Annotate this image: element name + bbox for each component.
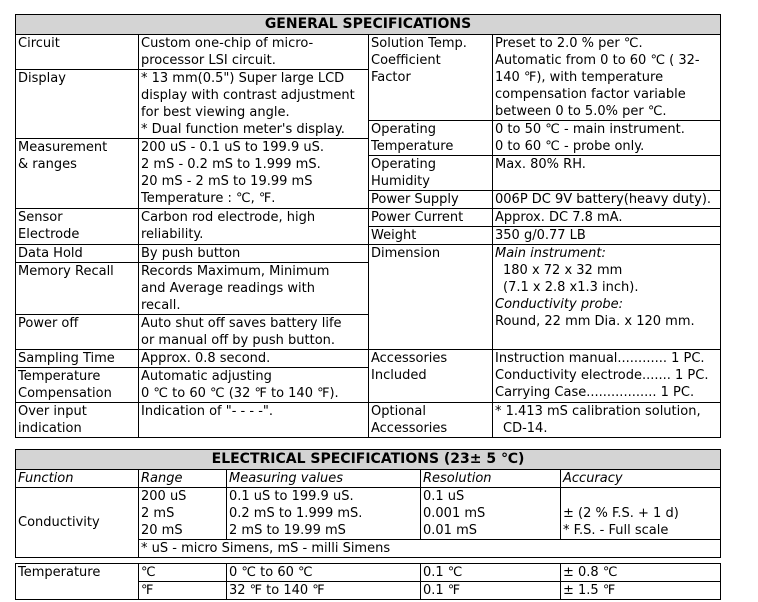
solution-temp-value: Preset to 2.0 % per ℃. Automatic from 0 to 60 ℃ ( 32- 140 ℉), with temperature compensation factor variable between 0 to 5.0% per ℃.: [493, 35, 721, 121]
temp-measuring-c: 0 ℃ to 60 ℃: [227, 564, 421, 582]
electrical-header-row: [16, 470, 721, 488]
dimension-probe-title: Conductivity probe:: [495, 297, 624, 312]
table-row: [16, 403, 721, 438]
conductivity-label: Conductivity: [16, 488, 139, 558]
header-function: Function: [16, 470, 139, 488]
general-specifications-table: [15, 14, 721, 438]
circuit-value: Custom one-chip of micro- processor LSI circuit.: [139, 35, 369, 70]
over-input-value: Indication of "- - - -".: [139, 403, 369, 438]
general-title-row: [16, 15, 721, 35]
weight-value: 350 g/0.77 LB: [493, 227, 721, 245]
conductivity-row: [16, 488, 721, 540]
temp-measuring-f: 32 ℉ to 140 ℉: [227, 582, 421, 600]
temperature-table: [15, 563, 721, 600]
electrical-title: ELECTRICAL SPECIFICATIONS (23± 5 ℃): [16, 450, 721, 470]
temp-accuracy-c: ± 0.8 ℃: [561, 564, 721, 582]
circuit-label: Circuit: [16, 35, 139, 70]
op-temp-value: 0 to 50 ℃ - main instrument. 0 to 60 ℃ - probe only.: [493, 121, 721, 156]
conductivity-note: * uS - micro Simens, mS - milli Simens: [139, 540, 721, 558]
measurement-label: Measurement & ranges: [16, 139, 139, 209]
op-temp-label: Operating Temperature: [369, 121, 493, 156]
temp-comp-value: Automatic adjusting 0 ℃ to 60 ℃ (32 ℉ to 140 ℉).: [139, 368, 369, 403]
table-row: [16, 209, 721, 227]
power-supply-value: 006P DC 9V battery(heavy duty).: [493, 191, 721, 209]
dimension-main-title: Main instrument:: [495, 246, 606, 261]
temperature-row-c: [16, 564, 721, 582]
power-current-value: Approx. DC 7.8 mA.: [493, 209, 721, 227]
header-resolution: Resolution: [421, 470, 561, 488]
dimension-label: Dimension: [369, 245, 493, 350]
header-accuracy: Accuracy: [561, 470, 721, 488]
conductivity-resolution: 0.1 uS 0.001 mS 0.01 mS: [421, 488, 561, 540]
accessories-label: Accessories Included: [369, 350, 493, 403]
power-off-value: Auto shut off saves battery life or manual off by push button.: [139, 315, 369, 350]
conductivity-accuracy: ± (2 % F.S. + 1 d) * F.S. - Full scale: [561, 488, 721, 540]
temp-resolution-f: 0.1 ℉: [421, 582, 561, 600]
conductivity-ranges: 200 uS 2 mS 20 mS: [139, 488, 227, 540]
dimension-value: Main instrument: 180 x 72 x 32 mm (7.1 x 2.8 x1.3 inch). Conductivity probe: Round, 22 mm Dia. x 120 mm.: [493, 245, 721, 350]
electrical-specifications-table: [15, 449, 721, 558]
temp-range-c: ℃: [139, 564, 227, 582]
over-input-label: Over input indication: [16, 403, 139, 438]
display-value: * 13 mm(0.5") Super large LCD display with contrast adjustment for best viewing angle. * Dual function meter's display.: [139, 70, 369, 139]
sensor-value: Carbon rod electrode, high reliability.: [139, 209, 369, 245]
data-hold-value: By push button: [139, 245, 369, 263]
temp-resolution-c: 0.1 ℃: [421, 564, 561, 582]
temperature-label: Temperature: [16, 564, 139, 600]
table-row: [16, 350, 721, 368]
data-hold-label: Data Hold: [16, 245, 139, 263]
general-title: GENERAL SPECIFICATIONS: [16, 15, 721, 35]
op-humidity-value: Max. 80% RH.: [493, 156, 721, 191]
header-range: Range: [139, 470, 227, 488]
header-measuring: Measuring values: [227, 470, 421, 488]
temp-range-f: ℉: [139, 582, 227, 600]
optional-label: Optional Accessories: [369, 403, 493, 438]
op-humidity-label: Operating Humidity: [369, 156, 493, 191]
memory-value: Records Maximum, Minimum and Average readings with recall.: [139, 263, 369, 315]
power-supply-label: Power Supply: [369, 191, 493, 209]
power-current-label: Power Current: [369, 209, 493, 227]
solution-temp-label: Solution Temp. Coefficient Factor: [369, 35, 493, 121]
table-row: [16, 245, 721, 263]
sampling-label: Sampling Time: [16, 350, 139, 368]
power-off-label: Power off: [16, 315, 139, 350]
memory-label: Memory Recall: [16, 263, 139, 315]
table-row: [16, 35, 721, 70]
optional-value: * 1.413 mS calibration solution, CD-14.: [493, 403, 721, 438]
electrical-title-row: [16, 450, 721, 470]
accessories-value: Instruction manual............ 1 PC. Conductivity electrode....... 1 PC. Carrying Case................. 1 PC.: [493, 350, 721, 403]
temp-comp-label: Temperature Compensation: [16, 368, 139, 403]
sampling-value: Approx. 0.8 second.: [139, 350, 369, 368]
weight-label: Weight: [369, 227, 493, 245]
sensor-label: Sensor Electrode: [16, 209, 139, 245]
display-label: Display: [16, 70, 139, 139]
measurement-value: 200 uS - 0.1 uS to 199.9 uS. 2 mS - 0.2 mS to 1.999 mS. 20 mS - 2 mS to 19.99 mS Temperature : ℃, ℉.: [139, 139, 369, 209]
temp-accuracy-f: ± 1.5 ℉: [561, 582, 721, 600]
conductivity-measuring: 0.1 uS to 199.9 uS. 0.2 mS to 1.999 mS. 2 mS to 19.99 mS: [227, 488, 421, 540]
